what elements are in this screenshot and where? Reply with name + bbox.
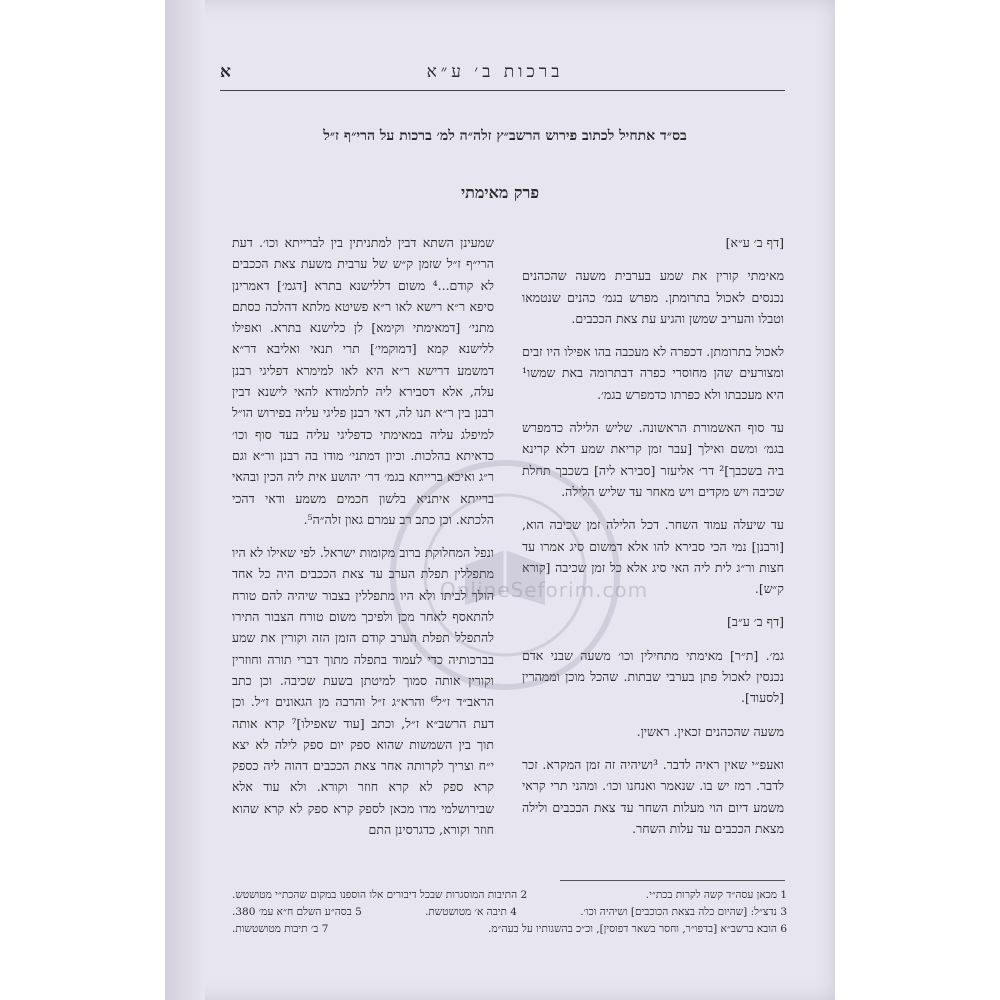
- footnote: 3 נדצ״ל: [שהיום כלה בצאת הכוכבים] ושיהיה וכו׳.: [580, 906, 787, 918]
- footnote: 5 בסה״ע השלם ח״א עמ׳ 380.: [232, 906, 362, 918]
- paragraph: גמ׳. [ת״ר] מאימתי מתחילין וכו׳ משעה שבני אדם נכנסין לאכול פתן בערבי שבתות. שהכל מוכן וממהרין [לסעוד].: [522, 647, 784, 706]
- left-text-column: [232, 232, 494, 852]
- footnote-rule: [560, 880, 785, 881]
- chapter-title: פרק מאימתי: [460, 183, 540, 202]
- paragraph: [דף ב׳ ע״א]: [725, 235, 784, 250]
- footnote: 7 ב׳ תיבות מטושטשות.: [232, 923, 329, 935]
- paragraph: עד שיעלה עמוד השחר. דכל הלילה זמן שכיבה הוא, [ורבנן] נמי הכי סבירא להו אלא דמשום סיג אמרו עד חצות ור״ג לית ליה האי סיג אלא כל זמן שכיבה [קורא ק״ש].: [522, 517, 784, 597]
- paragraph: מאימתי קורין את שמע בערבית משעה שהכהנים נכנסים לאכול בתרומתן. מפרש בגמ׳ כהנים שנטמאו וטבלו והעריב שמשן והגיע עת צאת הככבים.: [522, 268, 784, 326]
- footnote: 6 הובא ברשב״א [בדפו״ר, וחסר בשאר דפוסין], וכ״כ בהשגותיו על בעה״מ.: [487, 923, 787, 935]
- footnote-row: [232, 904, 787, 921]
- page-gutter-shadow: [165, 0, 205, 1000]
- footnote-row: [232, 887, 787, 904]
- footnote: 1 מכאן עסה״ד קשה לקרות בכת״י.: [645, 889, 787, 901]
- watermark-text: OnlineSeforim.com: [440, 578, 649, 602]
- header-rule: [220, 90, 785, 91]
- opening-line: בס״ד אתחיל לכתוב פירוש הרשב״ץ זלה״ה למ׳ ברכות על הרי״ף ז״ל: [323, 128, 687, 144]
- right-text-column: [522, 232, 784, 851]
- paragraph: לאכול בתרומתן. דכפרה לא מעכבה בהו אפילו היו זבים ומצורעים שהן מחוסרי כפרה דבתרומה באת שמשו¹ היא מעכבתו ולא כפרתו כדמפרש בגמ׳.: [522, 344, 784, 402]
- footnote-row: [232, 921, 787, 938]
- footnote: 4 תיבה א׳ מטושטשת.: [425, 906, 517, 918]
- footnote: 2 התיבות המוסגרות שבכל דיבורים אלו הוספנו במקום שהכת״י מטושטש.: [232, 889, 528, 901]
- running-header-title: ברכות ב׳ ע״א: [426, 62, 564, 82]
- page-folio-letter: א: [220, 62, 231, 82]
- footnotes: [232, 887, 787, 938]
- paragraph: עד סוף האשמורת הראשונה. שליש הלילה כדמפרש בגמ׳ ומשם ואילך [עבר זמן קריאת שמע דלא קרינא ביה בשכבך]² דר׳ אליעזר [סבירא ליה] בשכבך תחלת שכיבה ויש מקדים ויש מאחר עד שליש הלילה.: [522, 420, 784, 499]
- paragraph: ונפל המחלוקת ברוב מקומות ישראל. לפי שאילו לא היו מתפללין תפלת הערב עד צאת הככבים היה כל אחד הולך לביתו ולא היו מתפללין בצבור שיהיה להם טורח להתאסף לאחר מכן ולפיכך משום טורח הצבור התירו להתפלל תפלת הערב קודם הזמן הזה וקורין את שמע בברכותיה כדי לעמוד בתפלה מתוך דברי תורה וחוזרין וקורין אותה סמוך למיטתן בשעת שכיבה. וכן כתב הראב״ד ז״ל⁶ והרא״ג ז״ל והרבה מן הגאונים ז״ל. וכן דעת הרשב״א ז״ל, וכתב [עוד שאפילו]⁷ קרא אותה תוך בין השמשות שהוא ספק יום ספק לילה לא יצא י״ח וצריך לקרותה אחר צאת הככבים דהוה ליה כספק קרא ספק לא קרא חוזר וקורא. ולא עוד אלא שבירושלמי מדו מכאן לספק קרא ספק לא קרא שהוא חוזר וקורא, כדגרסינן התם: [232, 545, 495, 838]
- paragraph: [דף ב׳ ע״ב]: [727, 614, 784, 630]
- paragraph: ואעפ״י שאין ראיה לדבר. ³ושיהיה זה זמן המקרא. זכר לדבר. רמז יש בו. שנאמר ואנחנו וכו׳. ומהני תרי קראי משמע דיום הוי מעלות השחר עד צאת הככבים ולילה מצאת הככבים עד עלות השחר.: [522, 756, 784, 836]
- paragraph: משעה שהכהנים זכאין. ראשין.: [636, 723, 784, 739]
- paragraph: שמעינן השתא דבין למתניתין בין לברייתא וכו׳. דעת הרי״ף ז״ל שזמן ק״ש של ערבית משעת צאת הככבים לא קודם...⁴ משום דללישנא בתרא [דגמ׳] דאמרינן סיפא ר״א רישא לאו ר״א פשיטא מלתא דהלכה כסתם מתני׳ [דמאימתי וקימא] לן כלישנא בתרא. ואפילו ללישנא קמא [דמוקמי׳] תרי תנאי ואליבא דר״א דמשמע דרישא ר״א היא לאו למימרא דפליגי רבנן עלה, אלא דסבירא ליה לתלמודא להאי לישנא דבין רבנן בין ר״א תנו לה, דאי רבנן פליגי עליה בפירוש הו״ל למיפלג עליה במאימתי כדפליגי עליה בעד סוף וכו׳ כדאיתא בהלכות. וכיון דמתני׳ מודו בה רבנן ור״א וגם ר״ג ואיכא ברייתא בגמ׳ דר׳ יהושע אית ליה הכין ובהאי ברייתא איתניא בלשון חכמים משמע ודאי דהכי הלכתא. וכן כתב רב עמרם גאון זלה״ה⁵.: [232, 235, 494, 527]
